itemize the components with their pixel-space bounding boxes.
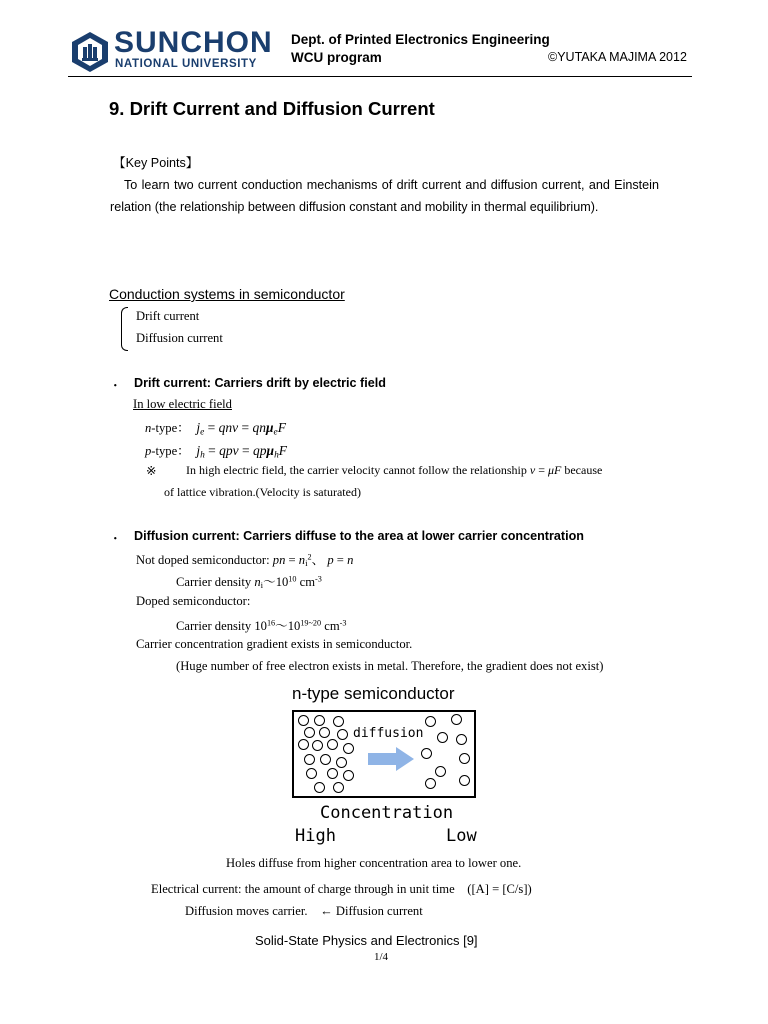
conduction-item-diffusion: Diffusion current <box>136 331 223 345</box>
footer-page-number: 1/4 <box>374 951 389 963</box>
gradient-line: Carrier concentration gradient exists in semiconductor. <box>136 637 413 651</box>
not-doped-line: Not doped semiconductor: pn = $n_i^2$、 p = n <box>136 552 354 569</box>
carrier-circle <box>337 729 348 740</box>
diffusion-label: diffusion <box>353 726 424 741</box>
doped-line: Doped semiconductor: <box>136 594 251 608</box>
carrier-circle <box>459 753 470 764</box>
key-points-text: To learn two current conduction mechanisms of drift current and diffusion current, and Einstein relation (the relationship between diffusion constant and mobility in thermal equilibrium). <box>110 178 659 214</box>
logo-sub-text: NATIONAL UNIVERSITY <box>115 58 257 70</box>
carrier-circle <box>456 734 467 745</box>
note-mark: ※ <box>146 464 157 478</box>
header-divider <box>68 76 692 77</box>
carrier-circle <box>298 715 309 726</box>
footer-course: Solid-State Physics and Electronics [9] <box>255 933 478 948</box>
drift-note-line1: In high electric field, the carrier velocity cannot follow the relationship v = μF because <box>186 463 603 477</box>
diffusion-bullet: ・ <box>109 532 122 546</box>
carrier-circle <box>306 768 317 779</box>
carrier-circle <box>312 740 323 751</box>
drift-heading: Drift current: Carriers drift by electric field <box>134 376 386 390</box>
conduction-item-drift: Drift current <box>136 309 200 323</box>
diffusion-moves-line: Diffusion moves carrier. ← Diffusion current <box>185 904 423 918</box>
drift-note-line2: of lattice vibration.(Velocity is saturated) <box>164 485 361 499</box>
carrier-circle <box>425 716 436 727</box>
drift-sub: In low electric field <box>133 397 232 411</box>
program-name: WCU program <box>291 50 382 65</box>
carrier-circle <box>314 782 325 793</box>
copyright: ©YUTAKA MAJIMA 2012 <box>548 50 687 64</box>
metal-note: (Huge number of free electron exists in metal. Therefore, the gradient does not exist) <box>176 659 604 673</box>
carrier-circle <box>333 782 344 793</box>
carrier-circle <box>304 727 315 738</box>
carrier-circle <box>333 716 344 727</box>
carrier-circle <box>319 727 330 738</box>
holes-diffuse-line: Holes diffuse from higher concentration area to lower one. <box>226 856 522 870</box>
carrier-density-intrinsic: Carrier density $n_i\sim 10^{10}$ $cm^{-3}$ <box>176 574 322 591</box>
carrier-circle <box>314 715 325 726</box>
page-title: 9. Drift Current and Diffusion Current <box>109 98 435 119</box>
dept-name: Dept. of Printed Electronics Engineering <box>291 32 550 47</box>
university-logo <box>68 26 282 74</box>
carrier-circle <box>421 748 432 759</box>
figure-title: n-type semiconductor <box>292 684 455 703</box>
concentration-label: Concentration <box>320 803 454 823</box>
diffusion-arrow-icon <box>368 747 414 771</box>
carrier-circle <box>343 743 354 754</box>
key-points-heading: 【Key Points】 <box>113 156 199 170</box>
logo-main-text: SUNCHON <box>114 26 273 59</box>
diffusion-heading: Diffusion current: Carriers diffuse to the area at lower carrier concentration <box>134 529 584 543</box>
drift-ptype-equation: p-type： $j_h$ = qpv = qpμ$_h$F <box>145 443 288 461</box>
semiconductor-box <box>292 710 476 798</box>
low-label: Low <box>446 826 477 846</box>
carrier-circle <box>298 739 309 750</box>
brace <box>121 307 128 351</box>
carrier-circle <box>327 768 338 779</box>
carrier-circle <box>304 754 315 765</box>
carrier-circle <box>459 775 470 786</box>
carrier-circle <box>336 757 347 768</box>
conduction-heading: Conduction systems in semiconductor <box>109 286 345 302</box>
drift-bullet: ・ <box>109 379 122 393</box>
electrical-current-line: Electrical current: the amount of charge through in unit time ([A] = [C/s]) <box>151 882 532 896</box>
carrier-circle <box>327 739 338 750</box>
carrier-density-doped: Carrier density $10^{16}\sim 10^{19\sim 20}$ $cm^{-3}$ <box>176 618 347 633</box>
carrier-circle <box>425 778 436 789</box>
carrier-circle <box>451 714 462 725</box>
carrier-circle <box>343 770 354 781</box>
carrier-circle <box>435 766 446 777</box>
high-label: High <box>295 826 336 846</box>
university-emblem-icon <box>68 30 112 74</box>
carrier-circle <box>320 754 331 765</box>
drift-ntype-equation: n-type： $j_e$ = qnv = qnμ$_e$F <box>145 420 286 438</box>
carrier-circle <box>437 732 448 743</box>
